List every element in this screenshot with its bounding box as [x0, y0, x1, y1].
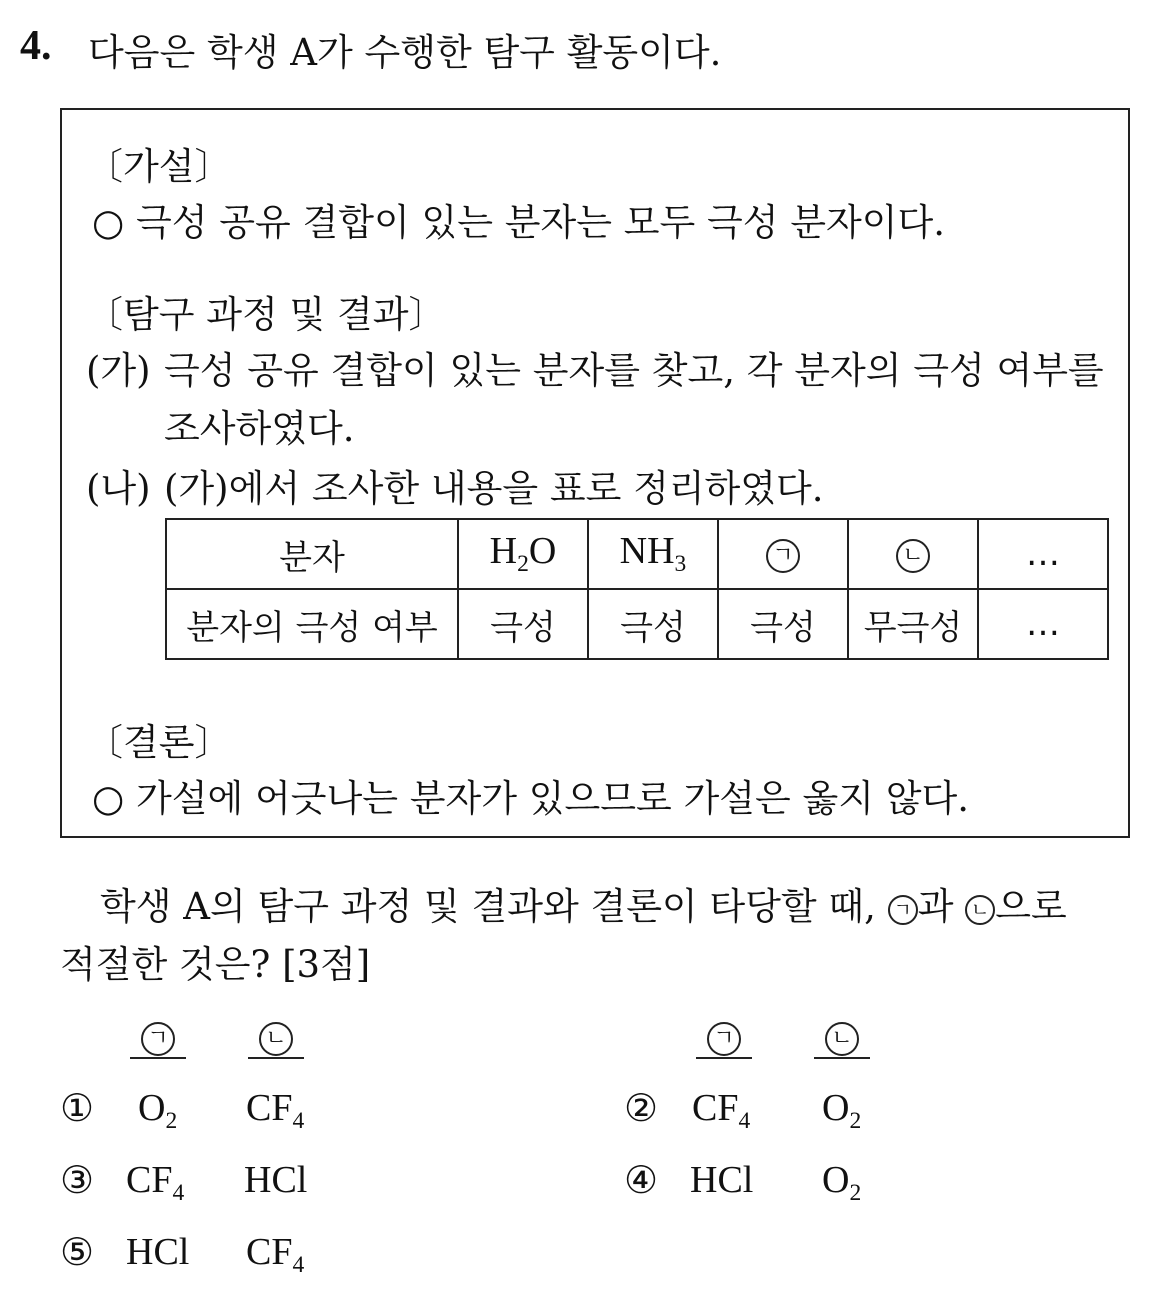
table-header-polarity: 분자의 극성 여부 — [166, 589, 458, 659]
formula-base: O — [138, 1087, 166, 1129]
formula-base: H — [489, 530, 518, 573]
choice-answer-b — [246, 1230, 304, 1279]
table-row — [166, 519, 1108, 589]
table-cell-h2o — [458, 519, 588, 589]
question-title: 다음은 학생 A가 수행한 탐구 활동이다. — [88, 31, 722, 74]
header-underline — [814, 1057, 870, 1059]
circled-giyeok-label: ㄱ — [888, 895, 918, 925]
choice-number: ⑤ — [60, 1230, 95, 1274]
formula-subscript: 4 — [292, 1108, 305, 1135]
table-cell-polarity: 극성 — [718, 589, 848, 659]
choice-number: ① — [60, 1086, 95, 1130]
formula-base: HCl — [244, 1159, 308, 1201]
table-cell-polarity: 무극성 — [848, 589, 978, 659]
table-cell-ellipsis: … — [978, 589, 1108, 659]
prompt-line1 — [100, 876, 1067, 930]
circled-giyeok-label: ㄱ — [766, 539, 800, 573]
hypothesis-text: ○ 극성 공유 결합이 있는 분자는 모두 극성 분자이다. — [92, 201, 945, 244]
prompt-line1-post: 으로 — [995, 885, 1067, 928]
circled-nieun-label: ㄴ — [825, 1022, 859, 1056]
question-number: 4. — [20, 23, 52, 69]
formula-subscript: 2 — [849, 1108, 862, 1135]
formula-base: CF — [246, 1087, 293, 1129]
formula-base: CF — [692, 1087, 739, 1129]
table-cell-unknown-a — [718, 519, 848, 589]
formula-subscript: 4 — [292, 1252, 305, 1279]
choice-number: ③ — [60, 1158, 95, 1202]
choice-header-nieun — [814, 1014, 870, 1057]
choice-answer-a — [138, 1086, 177, 1135]
step-a-line2: 조사하였다. — [164, 407, 355, 450]
formula-subscript: 2 — [517, 551, 529, 578]
formula-base: O — [822, 1159, 850, 1201]
choice-header-nieun — [248, 1014, 304, 1057]
conclusion-text: ○ 가설에 어긋나는 분자가 있으므로 가설은 옳지 않다. — [92, 777, 969, 820]
table-cell-ellipsis: … — [978, 519, 1108, 589]
formula-base: HCl — [126, 1231, 190, 1273]
prompt-line2: 적절한 것은? [3점] — [60, 943, 371, 986]
header-underline — [248, 1057, 304, 1059]
table-cell-polarity: 극성 — [588, 589, 718, 659]
header-underline — [696, 1057, 752, 1059]
circled-nieun-label: ㄴ — [965, 895, 995, 925]
choice-answer-a — [692, 1086, 750, 1135]
formula-subscript: 4 — [172, 1180, 185, 1207]
molecule-polarity-table — [165, 518, 1109, 660]
table-cell-nh3 — [588, 519, 718, 589]
step-b-text: (가)에서 조사한 내용을 표로 정리하였다. — [164, 467, 824, 510]
formula-subscript: 2 — [849, 1180, 862, 1207]
formula-base: HCl — [690, 1159, 754, 1201]
choice-answer-a — [126, 1158, 184, 1207]
circled-nieun-label: ㄴ — [259, 1022, 293, 1056]
choice-header-giyeok — [696, 1014, 752, 1057]
formula-subscript: 2 — [165, 1108, 178, 1135]
formula-tail: O — [528, 530, 557, 573]
step-b-label: (나) — [86, 467, 151, 510]
table-cell-unknown-b — [848, 519, 978, 589]
step-a-line1: 극성 공유 결합이 있는 분자를 찾고, 각 분자의 극성 여부를 — [164, 349, 1104, 392]
choice-header-giyeok — [130, 1014, 186, 1057]
step-a-label: (가) — [86, 349, 151, 392]
choice-answer-b — [822, 1158, 861, 1207]
choice-answer-b — [822, 1086, 861, 1135]
circled-giyeok-label: ㄱ — [141, 1022, 175, 1056]
formula-base: CF — [246, 1231, 293, 1273]
table-row — [166, 589, 1108, 659]
formula-base: O — [822, 1087, 850, 1129]
conclusion-header: 〔결론〕 — [86, 721, 232, 764]
hypothesis-header: 〔가설〕 — [86, 145, 232, 188]
header-underline — [130, 1057, 186, 1059]
choice-answer-b — [246, 1086, 304, 1135]
choice-answer-b — [244, 1158, 307, 1202]
table-header-molecule: 분자 — [166, 519, 458, 589]
formula-base: CF — [126, 1159, 173, 1201]
table-cell-polarity: 극성 — [458, 589, 588, 659]
formula-subscript: 4 — [738, 1108, 751, 1135]
process-header: 〔탐구 과정 및 결과〕 — [86, 293, 446, 336]
prompt-line1-pre: 학생 A의 탐구 과정 및 결과와 결론이 타당할 때, — [100, 885, 876, 928]
formula-subscript: 3 — [674, 551, 687, 578]
choice-answer-a — [126, 1230, 189, 1274]
circled-giyeok-label: ㄱ — [707, 1022, 741, 1056]
choice-answer-a — [690, 1158, 753, 1202]
prompt-mid: 과 — [917, 885, 954, 928]
formula-base: NH — [619, 530, 675, 573]
choice-number: ④ — [624, 1158, 659, 1202]
circled-nieun-label: ㄴ — [896, 539, 930, 573]
choice-number: ② — [624, 1086, 659, 1130]
